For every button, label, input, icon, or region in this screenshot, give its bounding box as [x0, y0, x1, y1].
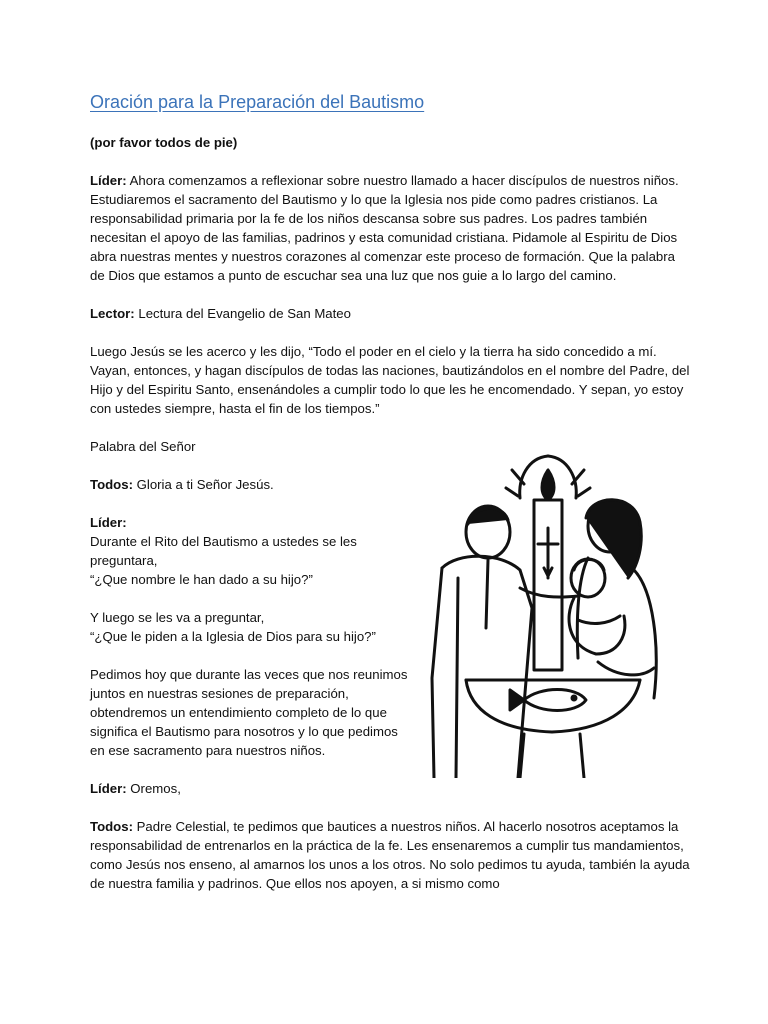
word-of-lord: Palabra del Señor [90, 439, 196, 454]
second-question-paragraph [90, 608, 410, 646]
speaker-label: Lector: [90, 306, 135, 321]
paragraph-text: Ahora comenzamos a reflexionar sobre nuestro llamado a hacer discípulos de nuestros niños. Estudiaremos el sacramento del Bautismo y lo que la Iglesia nos pide como padres cristianos. La responsabilidad primaria por la fe de los niños descansa sobre sus padres. Los padres también necesitan el apoyo de las familias, padrinos y esta comunidad cristiana. Pidamole al Espiritu de Dios abra nuestras mentes y nuestros corazones al comenzar este proceso de formación. Que la palabra de Dios que estamos a punto de escuchar sea una luz que nos guie a lo largo del camino. [90, 173, 679, 283]
paragraph-text: Oremos, [126, 781, 181, 796]
question-text: “¿Que nombre le han dado a su hijo?” [90, 572, 313, 587]
leader-rite-paragraph [90, 513, 410, 589]
speaker-label: Líder: [90, 515, 127, 530]
paragraph-text: Durante el Rito del Bautismo a ustedes se les preguntara, [90, 534, 357, 568]
paragraph-text: Padre Celestial, te pedimos que bautices a nuestros niños. Al hacerlo nosotros aceptamos la responsabilidad de entrenarlos en la práctica de la fe. Les ensenaremos a cumplir tus mandamientos, como Jesús nos enseno, al amarnos los unos a los otros. No solo pedimos tu ayuda, también la ayuda de nuestra familia y padrinos. Que ellos nos apoyen, a si mismo como [90, 819, 690, 891]
baptism-illustration [428, 448, 668, 778]
baptism-illustration-drawing [428, 448, 668, 778]
instruction-text: (por favor todos de pie) [90, 135, 238, 150]
speaker-label: Todos: [90, 819, 133, 834]
speaker-label: Todos: [90, 477, 133, 492]
lector-paragraph [90, 304, 690, 323]
leader-intro-paragraph [90, 171, 690, 285]
instruction [90, 133, 690, 152]
petition-paragraph: Pedimos hoy que durante las veces que nos reunimos juntos en nuestras sesiones de preparación, obtendremos un entendimiento completo de lo que significa el Bautismo para nosotros y lo que pedimos en ese sacramento para nuestros niños. [90, 667, 408, 758]
all-prayer-paragraph [90, 817, 690, 893]
paragraph-text: Gloria a ti Señor Jesús. [132, 477, 274, 492]
speaker-label: Líder: [90, 781, 127, 796]
leader-pray-paragraph [90, 779, 690, 798]
gospel-paragraph: Luego Jesús se les acerco y les dijo, “Todo el poder en el cielo y la tierra ha sido concedido a mí. Vayan, entonces, y hagan discípulos de todas las naciones, bautizándolos en el nombre del Padre, del Hijo y del Espiritu Santo, ensenándoles a cumplir todo lo que les he encomendado. Y sepan, yo estoy con ustedes siempre, hasta el fin de los tiempos.” [90, 344, 690, 416]
speaker-label: Líder: [90, 173, 127, 188]
paragraph-text: Y luego se les va a preguntar, [90, 610, 265, 625]
document-title: Oración para la Preparación del Bautismo [90, 92, 425, 112]
question-text: “¿Que le piden a la Iglesia de Dios para su hijo?” [90, 629, 376, 644]
paragraph-text: Lectura del Evangelio de San Mateo [134, 306, 351, 321]
